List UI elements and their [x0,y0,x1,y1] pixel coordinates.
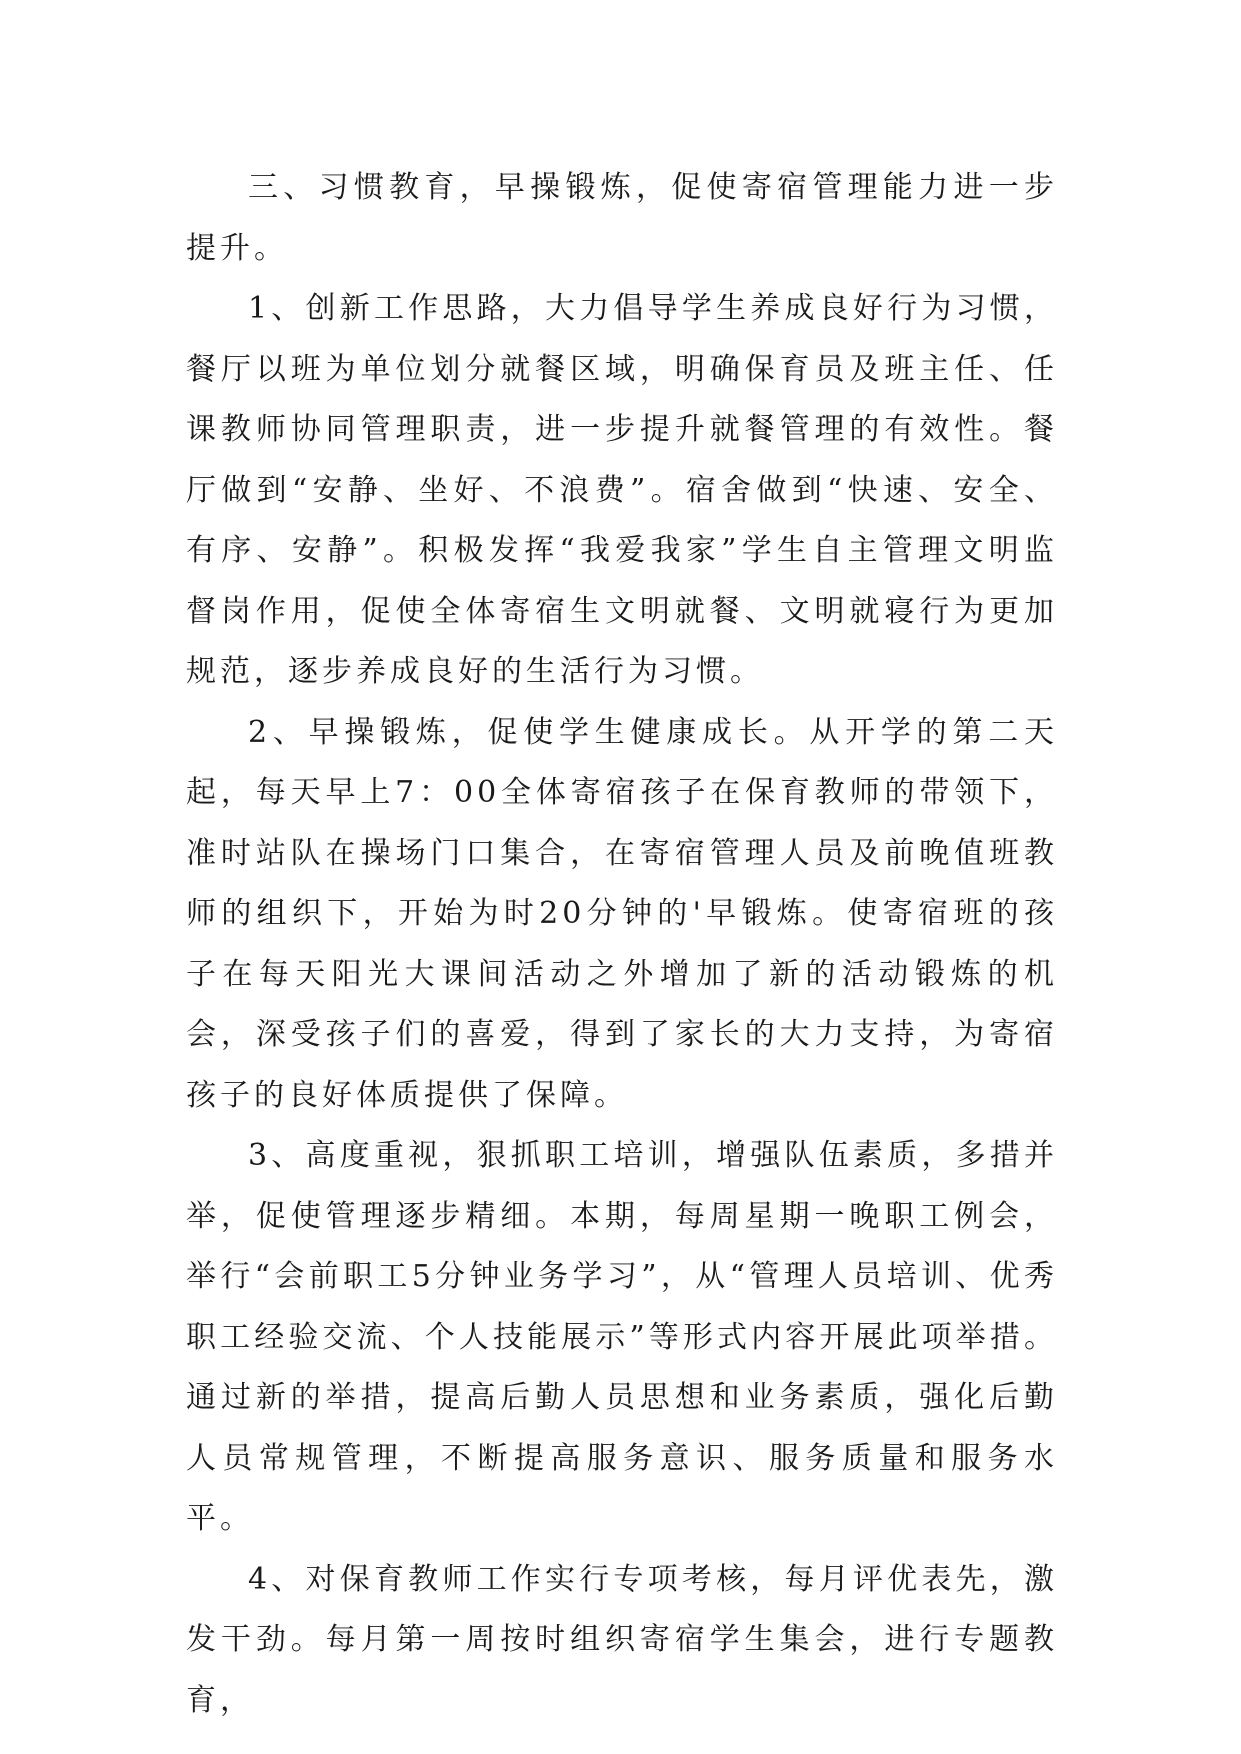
section-heading-paragraph: 三、习惯教育，早操锻炼，促使寄宿管理能力进一步提升。 [186,170,1058,266]
paragraph-morning-exercise: 2、早操锻炼，促使学生健康成长。从开学的第二天起，每天早上7：00全体寄宿孩子在保育教师的带领下，准时站队在操场门口集合，在寄宿管理人员及前晚值班教师的组织下，开始为时20分钟的'早锻炼。使寄宿班的孩子在每天阳光大课间活动之外增加了新的活动锻炼的机会，深受孩子们的喜爱，得到了家长的大力支持，为寄宿孩子的良好体质提供了保障。 [186,714,1058,1113]
paragraph-staff-training: 3、高度重视，狠抓职工培训，增强队伍素质，多措并举，促使管理逐步精细。本期，每周星期一晚职工例会，举行“会前职工5分钟业务学习”，从“管理人员培训、优秀职工经验交流、个人技能展示”等形式内容开展此项举措。通过新的举措，提高后勤人员思想和业务素质，强化后勤人员常规管理，不断提高服务意识、服务质量和服务水平。 [186,1138,1058,1536]
paragraph-habit-education: 1、创新工作思路，大力倡导学生养成良好行为习惯，餐厅以班为单位划分就餐区域，明确保育员及班主任、任课教师协同管理职责，进一步提升就餐管理的有效性。餐厅做到“安静、坐好、不浪费”。宿舍做到“快速、安全、有序、安静”。积极发挥“我爱我家”学生自主管理文明监督岗作用，促使全体寄宿生文明就餐、文明就寝行为更加规范，逐步养成良好的生活行为习惯。 [186,291,1058,689]
document-body [186,158,1058,1731]
paragraph-teacher-assessment: 4、对保育教师工作实行专项考核，每月评优表先，激发干劲。每月第一周按时组织寄宿学生集会，进行专题教育， [186,1561,1058,1718]
